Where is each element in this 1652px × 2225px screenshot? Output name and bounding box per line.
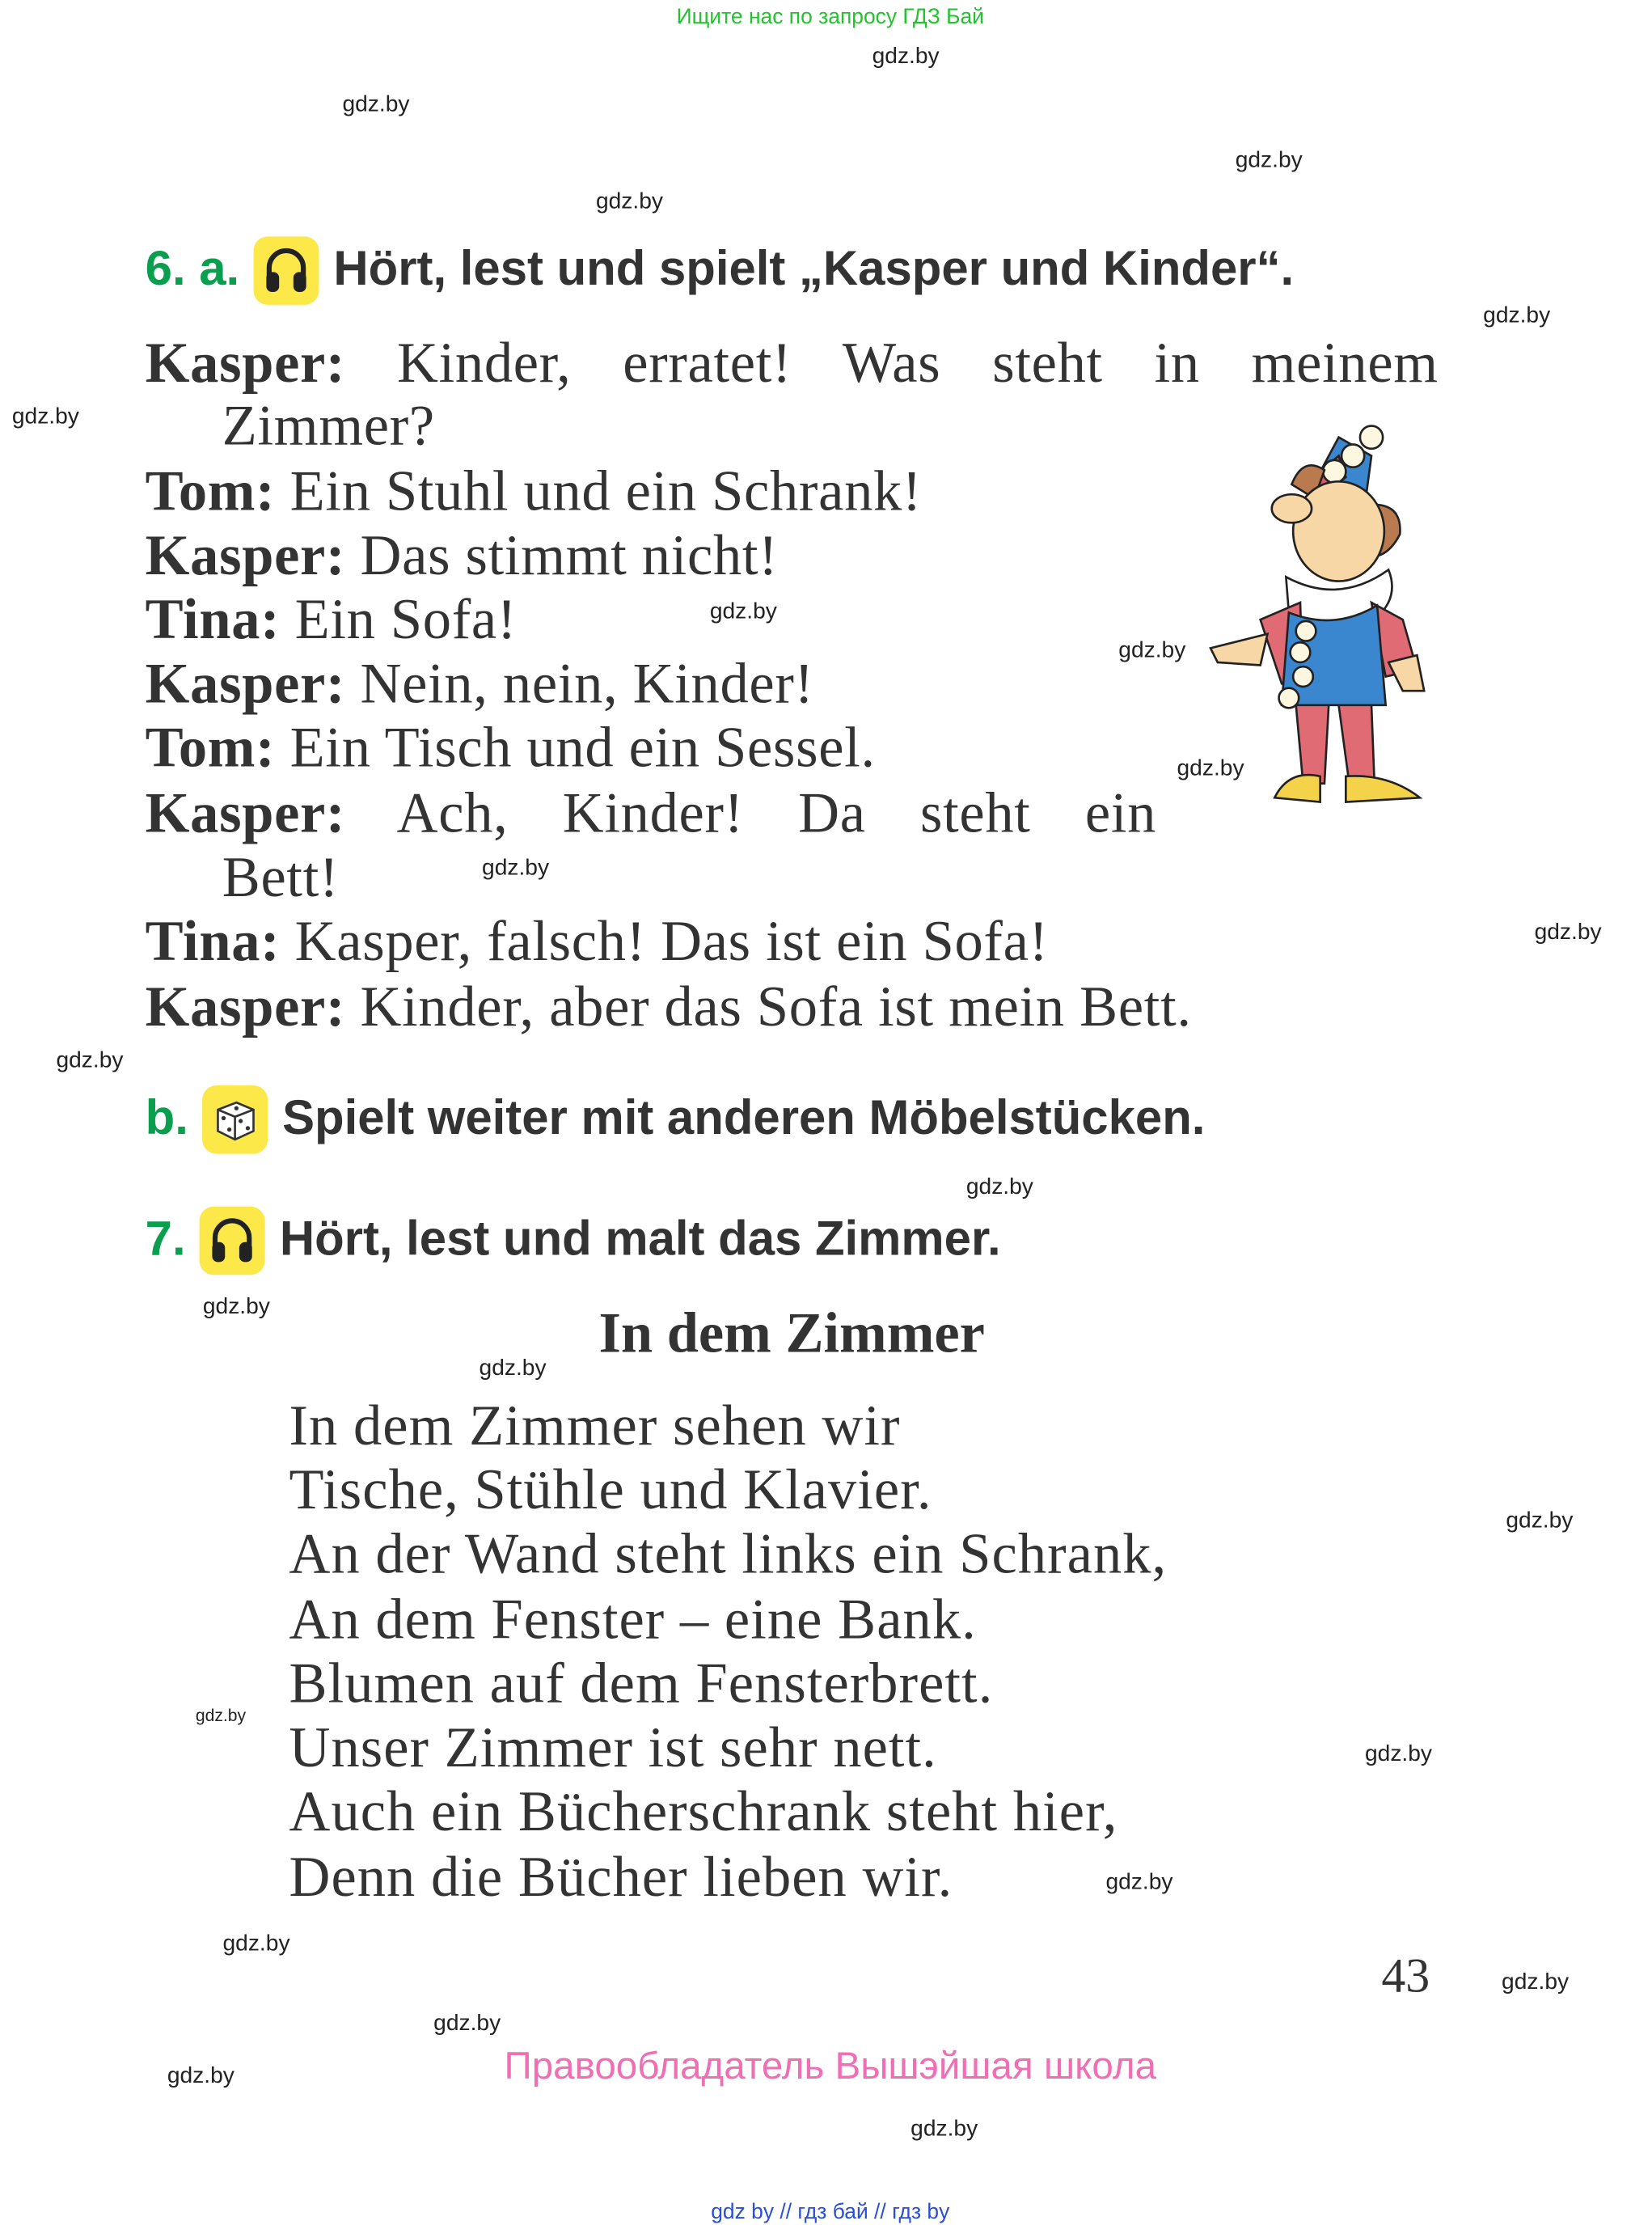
dialogue-line	[146, 524, 779, 586]
dialogue-line	[145, 650, 814, 716]
dialogue-line	[146, 332, 1439, 394]
speech: Kasper, falsch! Das ist ein Sofa!	[294, 908, 1049, 973]
watermark: gdz.by	[1118, 638, 1186, 663]
watermark: gdz.by	[1235, 148, 1303, 173]
speaker: Kasper:	[145, 974, 346, 1038]
speaker: Kasper:	[145, 780, 346, 845]
watermark: gdz.by	[479, 1356, 547, 1381]
speech: Ach, Kinder! Da steht ein	[396, 780, 1157, 845]
watermark: gdz.by	[1364, 1742, 1433, 1767]
bottom-links[interactable]: gdz by // гдз бай // гдз by	[711, 2200, 950, 2225]
watermark: gdz.by	[1534, 920, 1602, 945]
speaker: Kasper:	[145, 330, 346, 395]
speaker: Tina:	[145, 908, 281, 973]
watermark: gdz.by	[1506, 1508, 1574, 1533]
task-number: 6. a.	[145, 242, 240, 297]
task-number: b.	[145, 1091, 188, 1146]
poem-line: An der Wand steht links ein Schrank,	[289, 1521, 1168, 1586]
watermark: gdz.by	[195, 1705, 247, 1726]
watermark: gdz.by	[342, 92, 410, 117]
speaker: Kasper:	[145, 650, 346, 716]
watermark: gdz.by	[11, 404, 79, 429]
task-instruction: Hört, lest und spielt „Kasper und Kinder“.	[333, 242, 1295, 297]
speech: Ein Stuhl und ein Schrank!	[289, 459, 923, 523]
watermark: gdz.by	[595, 189, 663, 214]
speech: Ein Sofa!	[294, 586, 518, 651]
speech: Kinder, aber das Sofa ist mein Bett.	[360, 974, 1192, 1038]
dialogue-line	[146, 782, 1156, 844]
watermark: gdz.by	[222, 1931, 290, 1956]
poem-title: In dem Zimmer	[598, 1300, 985, 1365]
copyright-footer: Правообладатель Вышэйшая школа	[504, 2044, 1157, 2088]
task-instruction: Spielt weiter mit anderen Möbelstücken.	[282, 1091, 1206, 1146]
speech: Kinder, erratet! Was steht in meinem	[397, 330, 1439, 395]
watermark: gdz.by	[167, 2064, 234, 2089]
poem-line: Denn die Bücher lieben wir.	[289, 1844, 953, 1910]
poem-line: Auch ein Bücherschrank steht hier,	[289, 1779, 1118, 1843]
poem-line: Unser Zimmer ist sehr nett.	[289, 1715, 937, 1779]
page-number: 43	[1381, 1950, 1430, 2003]
speaker: Tina:	[145, 586, 281, 651]
watermark: gdz.by	[202, 1295, 270, 1320]
task-number: 7.	[145, 1212, 186, 1267]
dice-icon[interactable]	[202, 1085, 268, 1154]
speech: Ein Tisch und ein Sessel.	[289, 715, 876, 780]
dialogue-continuation: Zimmer?	[222, 393, 435, 458]
watermark: gdz.by	[709, 599, 777, 624]
dialogue-line	[146, 975, 1192, 1038]
task-6b-heading	[146, 1085, 1206, 1154]
watermark: gdz.by	[1483, 303, 1551, 328]
kasper-clown-illustration	[1203, 421, 1431, 819]
poem-line: Tische, Stühle und Klavier.	[289, 1457, 932, 1521]
watermark: gdz.by	[965, 1175, 1033, 1200]
speaker: Tom:	[145, 715, 276, 780]
dialogue-line	[146, 588, 517, 650]
watermark: gdz.by	[433, 2011, 501, 2037]
headphones-icon[interactable]	[200, 1207, 265, 1275]
search-hint[interactable]: Ищите нас по запросу ГДЗ Бай	[676, 5, 984, 30]
watermark: gdz.by	[1502, 1970, 1570, 1995]
task-6a-heading	[146, 236, 1295, 305]
poem-line: An dem Fenster – eine Bank.	[289, 1586, 977, 1652]
dialogue-continuation: Bett!	[222, 844, 340, 909]
watermark: gdz.by	[911, 2117, 978, 2142]
dialogue-line	[146, 910, 1049, 972]
dialogue-line	[146, 460, 922, 522]
watermark: gdz.by	[1177, 756, 1244, 781]
speaker: Kasper:	[145, 522, 346, 587]
speech: Das stimmt nicht!	[360, 522, 779, 587]
speaker: Tom:	[145, 459, 276, 523]
watermark: gdz.by	[56, 1048, 124, 1073]
dialogue-line	[146, 717, 876, 779]
watermark: gdz.by	[1105, 1870, 1173, 1895]
headphones-icon[interactable]	[254, 236, 319, 305]
watermark: gdz.by	[482, 856, 550, 881]
poem-line: Blumen auf dem Fensterbrett.	[289, 1651, 994, 1715]
poem-line: In dem Zimmer sehen wir	[289, 1393, 901, 1457]
speech: Nein, nein, Kinder!	[360, 650, 814, 716]
watermark: gdz.by	[872, 44, 940, 69]
task-7-heading	[146, 1207, 1001, 1275]
task-instruction: Hört, lest und malt das Zimmer.	[279, 1212, 1001, 1267]
